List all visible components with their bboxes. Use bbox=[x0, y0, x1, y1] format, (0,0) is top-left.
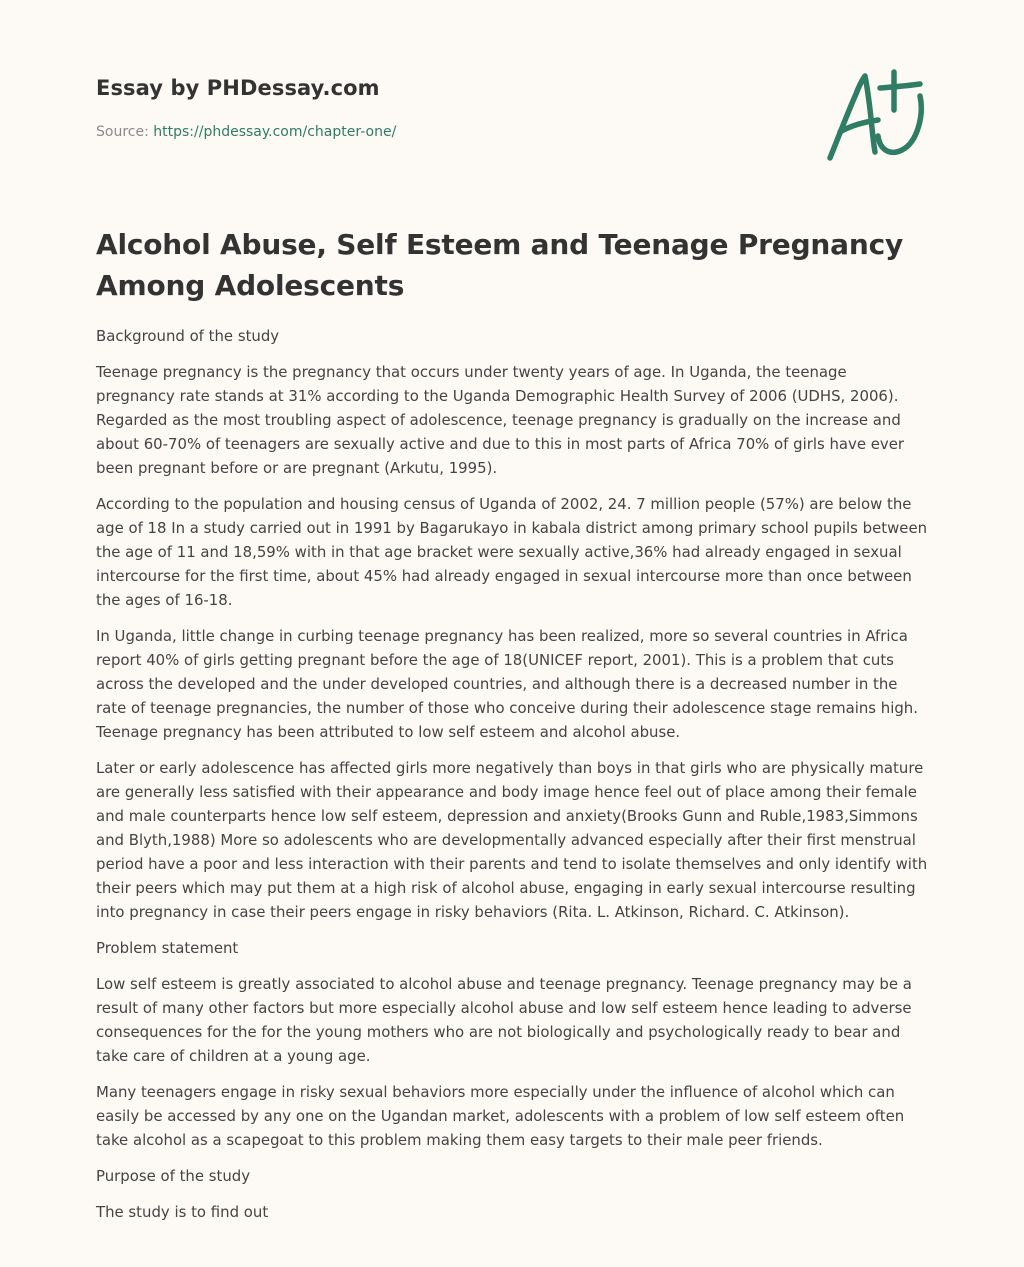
source-label: Source: bbox=[96, 124, 154, 140]
section-heading: Purpose of the study bbox=[96, 1167, 251, 1185]
paragraph: The study is to find out bbox=[96, 1203, 269, 1221]
paragraph: Teenage pregnancy is the pregnancy that occurs under twenty years of age. In Uganda, the teenage pregnancy rate stands at 31% according to the Uganda Demographic Health Survey of 2006 (UDHS, 2006). Regarded as the most troubling aspect of adolescence, teenage pregnancy is gradually on the increase and about 60-70% of teenagers are sexually active and due to this in most parts of Africa 70% of girls have ever been pregnant before or are pregnant (Arkutu, 1995). bbox=[96, 363, 905, 477]
a-plus-logo-icon bbox=[820, 66, 932, 166]
section-heading: Background of the study bbox=[96, 327, 280, 345]
essay-body bbox=[96, 324, 930, 1236]
paragraph: Later or early adolescence has affected girls more negatively than boys in that girls who are physically mature are generally less satisfied with their appearance and body image hence feel out of place among their female and male counterparts hence low self esteem, depression and anxiety(Brooks Gunn and Ruble,1983,Simmons and Blyth,1988) More so adolescents who are developmentally advanced especially after their first menstrual period have a poor and less interaction with their parents and tend to isolate themselves and only identify with their peers which may put them at a high risk of alcohol abuse, engaging in early sexual intercourse resulting into pregnancy in case their peers engage in risky behaviors (Rita. L. Atkinson, Richard. C. Atkinson). bbox=[96, 759, 928, 921]
source-line bbox=[96, 124, 396, 140]
paragraph: Many teenagers engage in risky sexual behaviors more especially under the influence of alcohol which can easily be accessed by any one on the Ugandan market, adolescents with a problem of low self esteem often take alcohol as a scapegoat to this problem making them easy targets to their male peer friends. bbox=[96, 1083, 905, 1149]
paragraph: In Uganda, little change in curbing teenage pregnancy has been realized, more so several countries in Africa report 40% of girls getting pregnant before the age of 18(UNICEF report, 2001). This is a problem that cuts across the developed and the under developed countries, and although there is a decreased number in the rate of teenage pregnancies, the number of those who conceive during their adolescence stage remains high. Teenage pregnancy has been attributed to low self esteem and alcohol abuse. bbox=[96, 627, 918, 741]
paragraph: According to the population and housing census of Uganda of 2002, 24. 7 million people (57%) are below the age of 18 In a study carried out in 1991 by Bagarukayo in kabala district among primary school pupils between the age of 11 and 18,59% with in that age bracket were sexually active,36% had already engaged in sexual intercourse for the first time, about 45% had already engaged in sexual intercourse more than once between the ages of 16-18. bbox=[96, 495, 928, 609]
essay-title: Alcohol Abuse, Self Esteem and Teenage Pregnancy Among Adolescents bbox=[96, 228, 904, 302]
brand-name: Essay by PHDessay.com bbox=[96, 76, 380, 100]
section-heading: Problem statement bbox=[96, 939, 239, 957]
source-link[interactable]: https://phdessay.com/chapter-one/ bbox=[153, 124, 397, 140]
paragraph: Low self esteem is greatly associated to alcohol abuse and teenage pregnancy. Teenage pregnancy may be a result of many other factors but more especially alcohol abuse and low self esteem hence leading to adverse consequences for the for the young mothers who are not biologically and psychologically ready to bear and take care of children at a young age. bbox=[96, 975, 912, 1065]
